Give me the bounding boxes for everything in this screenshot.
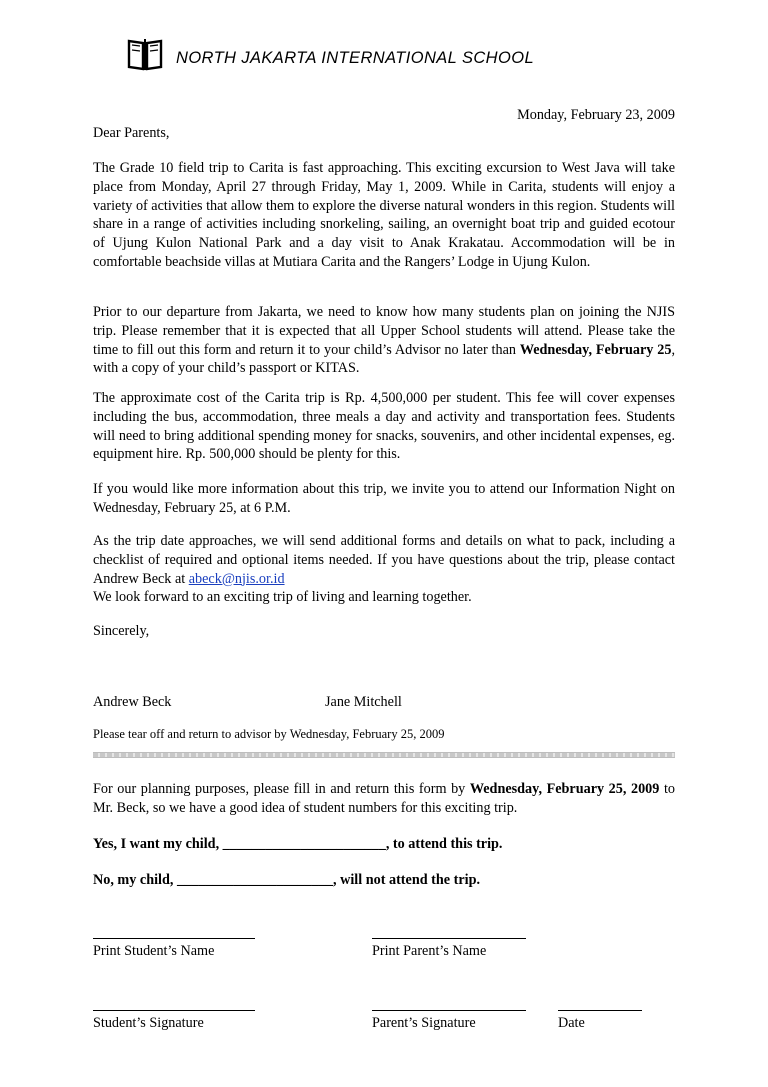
date-field[interactable] (558, 1010, 642, 1011)
student-name-label: Print Student’s Name (93, 943, 215, 959)
parent-signature-field[interactable] (372, 1010, 526, 1011)
attend-yes-line[interactable]: Yes, I want my child, _______________________, to attend this trip. (93, 836, 503, 852)
deadline-date: Wednesday, February 25 (519, 341, 672, 358)
tear-off-divider (93, 752, 675, 758)
school-name: NORTH JAKARTA INTERNATIONAL SCHOOL (176, 48, 535, 67)
contact-email-link[interactable]: abeck@njis.or.id (188, 570, 285, 587)
student-name-field[interactable] (93, 938, 255, 939)
student-signature-label: Student’s Signature (93, 1015, 204, 1031)
sign-off: Sincerely, (93, 623, 150, 639)
student-signature-field[interactable] (93, 1010, 255, 1011)
paragraph-contact: As the trip date approaches, we will send additional forms and details on what to pack, including a checklist of required and optional items needed. If you have questions about the trip, please contact Andrew Beck at abeck@njis.or.id We look forward to an exciting trip of living and learning together. (93, 533, 675, 606)
form-intro: For our planning purposes, please fill in and return this form by Wednesday, February 25, 2009 to Mr. Beck, so we have a good idea of student numbers for this exciting trip. (93, 781, 675, 816)
closing-line: We look forward to an exciting trip of living and learning together. (93, 589, 472, 606)
parent-name-field[interactable] (372, 938, 526, 939)
signer-andrew-beck: Andrew Beck (93, 694, 172, 710)
parent-signature-label: Parent’s Signature (372, 1015, 476, 1031)
salutation: Dear Parents, (93, 125, 170, 141)
open-book-icon (126, 36, 164, 72)
parent-name-label: Print Parent’s Name (372, 943, 487, 959)
paragraph-information-night: If you would like more information about this trip, we invite you to attend our Information Night on Wednesday, February 25, at 6 P.M. (93, 481, 675, 516)
date-label: Date (558, 1015, 585, 1031)
letter-date: Monday, February 23, 2009 (517, 107, 675, 123)
signer-jane-mitchell: Jane Mitchell (325, 694, 402, 710)
paragraph-departure: Prior to our departure from Jakarta, we need to know how many students plan on joining the NJIS trip. Please remember that it is expected that all Upper School students will attend. Please take the time to fill out this form and return it to your child’s Advisor no later than Wednesday, February 25, with a copy of your child’s passport or KITAS. (93, 304, 675, 377)
paragraph-trip-overview: The Grade 10 field trip to Carita is fast approaching. This exciting excursion to West Java will take place from Monday, April 27 through Friday, May 1, 2009. While in Carita, students will enjoy a variety of activities that allow them to explore the diverse natural wonders in this region. Students will share in a range of activities including snorkeling, sailing, an overnight boat trip and guided ecotour of Ujung Kulon National Park and a day visit to Anak Krakatau. Accommodation will be in comfortable beachside villas at Mutiara Carita and the Rangers’ Lodge in Ujung Kulon. (93, 160, 675, 270)
paragraph-cost: The approximate cost of the Carita trip is Rp. 4,500,000 per student. This fee will cover expenses including the bus, accommodation, three meals a day and activity and transportation fees. Students will need to bring additional spending money for snacks, souvenirs, and other incidental expenses, eg. equipment hire. Rp. 500,000 should be plenty for this. (93, 390, 675, 463)
attend-no-line[interactable]: No, my child, ______________________, will not attend the trip. (93, 872, 481, 888)
tear-off-instruction: Please tear off and return to advisor by Wednesday, February 25, 2009 (93, 727, 445, 741)
letterhead (126, 34, 534, 74)
